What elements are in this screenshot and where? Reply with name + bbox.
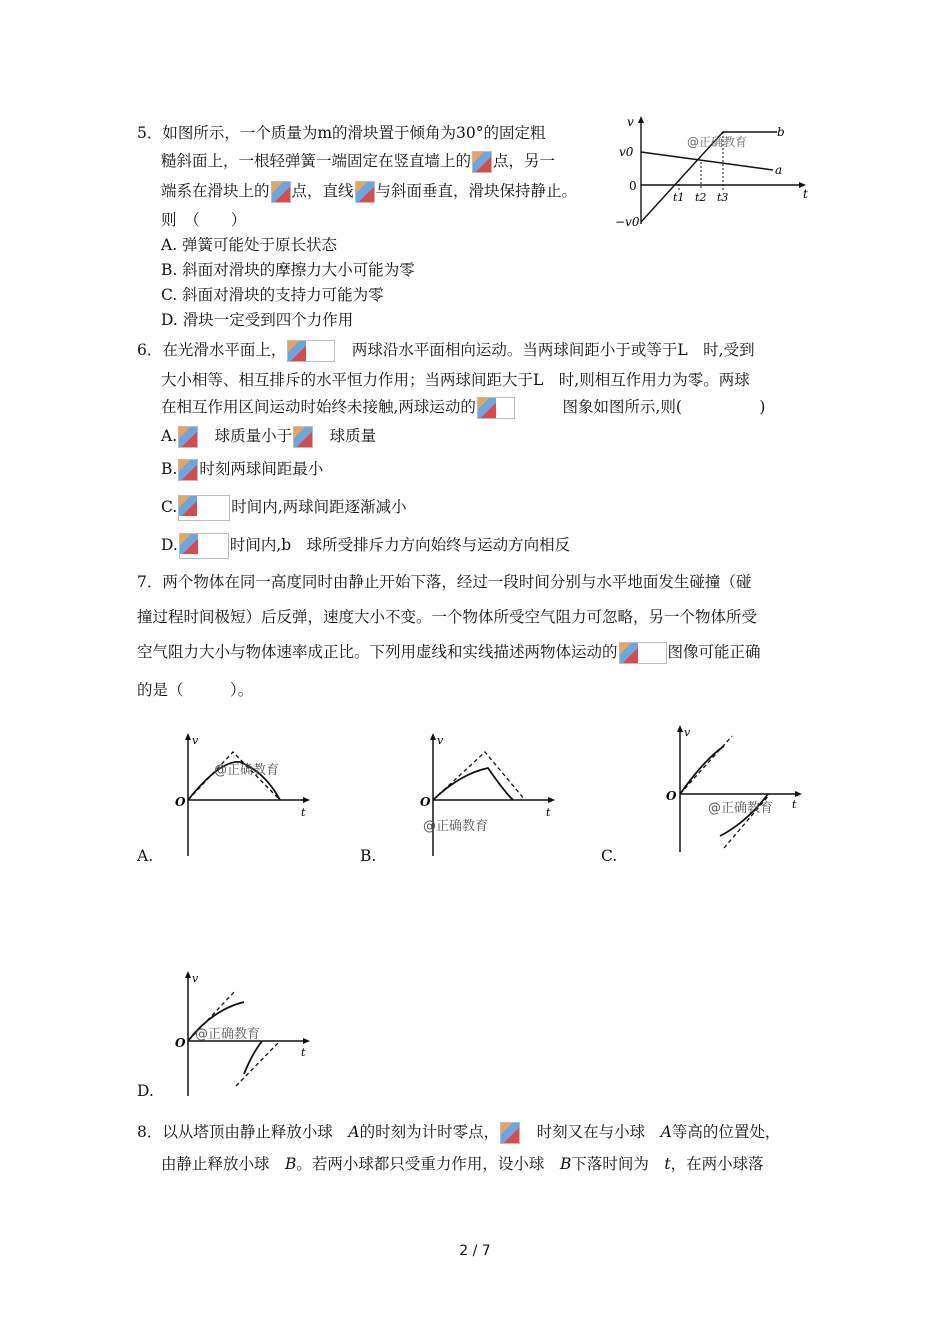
- q8-text: 由静止释放小球: [161, 1155, 270, 1173]
- q6-option-b: [161, 458, 323, 481]
- zero-label: 0: [629, 179, 637, 193]
- q6-text: 球质量小于: [214, 427, 293, 445]
- q8-var: t: [664, 1155, 671, 1173]
- t-axis-arrow: [548, 797, 555, 803]
- origin-label: O: [420, 795, 431, 809]
- broken-image-icon: [472, 151, 492, 173]
- q8-text: 下落时间为: [571, 1155, 649, 1173]
- q8-line-2: [161, 1153, 764, 1175]
- t-label: t: [301, 806, 306, 819]
- t3-label: t3: [717, 191, 729, 204]
- q5-option-d: D. 滑块一定受到四个力作用: [161, 311, 354, 329]
- q6-text: C.: [161, 498, 178, 516]
- origin-label: O: [175, 795, 186, 809]
- q8-var: B: [559, 1155, 572, 1173]
- broken-image-icon: [178, 459, 198, 481]
- q5-option-b: B. 斜面对滑块的摩擦力大小可能为零: [161, 261, 415, 279]
- q5-text: 点，直线: [291, 182, 354, 200]
- q8-var: A: [660, 1123, 672, 1141]
- solid-curve: [433, 768, 513, 800]
- q7-line-3: [137, 641, 761, 664]
- v-label: v: [192, 972, 199, 985]
- b-label: b: [777, 125, 785, 139]
- broken-image-icon: [293, 426, 313, 448]
- v-axis-arrow: [677, 725, 683, 732]
- q7-text: 空气阻力大小与物体速率成正比。下列用虚线和实线描述两物体运动的: [137, 643, 618, 661]
- q6-text: 时间内,两球间距逐渐减小: [231, 498, 407, 516]
- watermark: @正确教育: [195, 1027, 261, 1042]
- broken-image-icon: [179, 533, 229, 559]
- q7-graph-b: [415, 730, 565, 860]
- q6-text: 图象如图所示,则( ): [562, 398, 766, 416]
- t-axis-arrow: [303, 1038, 310, 1044]
- q6-line-3: [161, 396, 765, 419]
- broken-image-icon: [178, 426, 198, 448]
- q7-graph-d: [170, 968, 320, 1098]
- q7-line-1: 7．两个物体在同一高度同时由静止开始下落，经过一段时间分别与水平地面发生碰撞（碰: [137, 573, 752, 591]
- q7-option-c: C.: [601, 847, 618, 865]
- q6-line-2: 大小相等、相互排斥的水平恒力作用；当两球间距大于L 时,则相互作用力为零。两球: [161, 371, 750, 389]
- v-axis-arrow: [430, 733, 436, 740]
- v-axis-arrow: [185, 971, 191, 978]
- watermark: @正确教育: [687, 135, 748, 149]
- q5-text: 糙斜面上，一根轻弹簧一端固定在竖直墙上的: [161, 152, 472, 170]
- v-axis-arrow: [185, 733, 191, 740]
- watermark: @正确教育: [214, 763, 280, 778]
- page-number: 2 / 7: [459, 1243, 491, 1259]
- t-label: t: [803, 187, 808, 201]
- q6-text: 在相互作用区间运动时始终未接触,两球运动的: [161, 398, 476, 416]
- q5-text: 与斜面垂直，滑块保持静止。: [375, 182, 578, 200]
- broken-image-icon: [477, 397, 515, 419]
- q8-text: ，在两小球落: [670, 1155, 764, 1173]
- a-label: a: [775, 163, 783, 177]
- t2-label: t2: [695, 191, 707, 204]
- q6-text: A.: [161, 427, 178, 445]
- v-label: v: [627, 115, 634, 129]
- q6-text: 球质量: [329, 427, 377, 445]
- q8-text: 的时刻为计时零点，: [359, 1123, 500, 1141]
- line-a: [641, 152, 773, 170]
- q7-option-a: A.: [137, 847, 154, 865]
- neg-v0-label: −v0: [615, 215, 640, 229]
- origin-label: O: [175, 1036, 186, 1050]
- q8-text: 时刻又在与小球: [536, 1123, 646, 1141]
- broken-image-icon: [500, 1122, 520, 1144]
- q7-line-2: 撞过程时间极短）后反弹，速度大小不变。一个物体所受空气阻力可忽略，另一个物体所受: [137, 608, 758, 626]
- dashed-up: [680, 736, 732, 794]
- t1-label: t1: [673, 191, 685, 204]
- q6-text: 时间内,b 球所受排斥力方向始终与运动方向相反: [229, 536, 571, 554]
- watermark: @正确教育: [423, 819, 489, 834]
- q8-line-1: [137, 1121, 780, 1144]
- broken-image-icon: [619, 642, 667, 664]
- t-label: t: [792, 798, 797, 811]
- q6-option-c: [161, 495, 407, 521]
- v-label: v: [437, 734, 444, 747]
- v0-label: v0: [619, 145, 634, 159]
- q6-text: B.: [161, 460, 178, 478]
- q5-line-1: 5．如图所示，一个质量为m的滑块置于倾角为30°的固定粗: [137, 124, 546, 142]
- q7-option-d: D.: [137, 1082, 154, 1100]
- t-axis-arrow: [795, 791, 802, 797]
- q6-text: 两球沿水平面相向运动。当两球间距小于或等于L 时,受到: [351, 341, 755, 359]
- q7-graph-a: [170, 730, 320, 860]
- q8-text: 等高的位置处，: [671, 1123, 781, 1141]
- q5-vt-graph: [615, 112, 815, 234]
- v-label: v: [192, 734, 199, 747]
- q8-var: A: [348, 1123, 360, 1141]
- broken-image-icon: [287, 340, 335, 362]
- q6-option-d: [161, 533, 570, 559]
- q7-line-4: 的是（ ）。: [137, 681, 254, 699]
- q6-text: 6．在光滑水平面上，: [137, 341, 287, 359]
- broken-image-icon: [271, 181, 291, 203]
- watermark: @正确教育: [708, 801, 774, 816]
- q5-text: 点，另一: [493, 152, 556, 170]
- q5-text: 端系在滑块上的: [161, 182, 270, 200]
- t-label: t: [546, 806, 551, 819]
- q5-line-4: 则 （ ）: [161, 211, 247, 229]
- q8-text: 8．以从塔顶由静止释放小球: [137, 1123, 333, 1141]
- q5-line-3: [161, 180, 577, 203]
- q7-option-b: B.: [360, 847, 377, 865]
- q6-text: 时刻两球间距最小: [199, 460, 324, 478]
- q7-text: 图像可能正确: [667, 643, 761, 661]
- q6-option-a: [161, 425, 376, 448]
- t-axis-arrow: [303, 797, 310, 803]
- q6-line-1: [137, 339, 755, 362]
- broken-image-icon: [178, 495, 230, 521]
- q5-option-a: A. 弹簧可能处于原长状态: [161, 236, 338, 254]
- q8-var: B: [285, 1155, 297, 1173]
- q5-line-2: [161, 150, 555, 173]
- q7-graph-c: [662, 722, 812, 857]
- v-axis-arrow: [638, 116, 644, 123]
- broken-image-icon: [355, 181, 375, 203]
- t-label: t: [301, 1046, 306, 1059]
- origin-label: O: [666, 789, 677, 803]
- q8-text: 。若两小球都只受重力作用，设小球: [296, 1155, 545, 1173]
- q5-option-c: C. 斜面对滑块的支持力可能为零: [161, 286, 384, 304]
- q6-text: D.: [161, 536, 178, 554]
- dashed-curve: [433, 752, 525, 800]
- v-label: v: [684, 726, 691, 739]
